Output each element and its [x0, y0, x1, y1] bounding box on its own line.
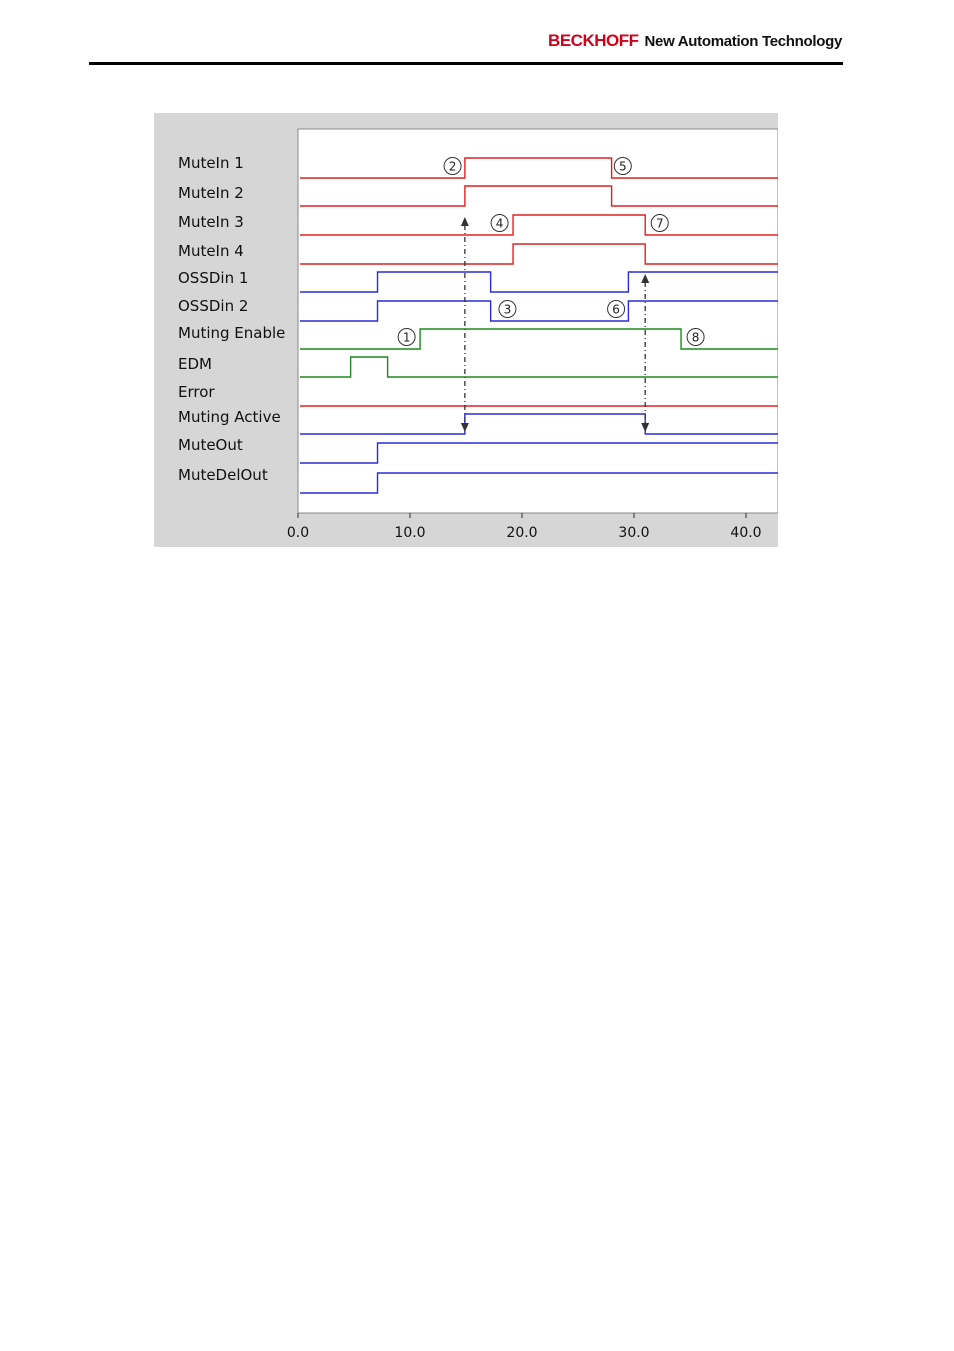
marker-number: 3: [503, 302, 512, 317]
signal-label-muting-enable: Muting Enable: [178, 324, 286, 342]
axis-tick-label: 30.0: [618, 525, 650, 541]
signal-label-ossdin-1: OSSDin 1: [178, 269, 249, 287]
header-rule: [89, 62, 843, 65]
event-marker-4: [491, 215, 508, 232]
marker-number: 8: [691, 330, 700, 345]
signal-label-mutein-2: MuteIn 2: [178, 184, 244, 202]
marker-number: 6: [612, 302, 620, 317]
signal-label-error: Error: [178, 383, 215, 401]
signal-label-ossdin-2: OSSDin 2: [178, 297, 249, 315]
timing-diagram-panel: [154, 113, 778, 547]
event-marker-6: [608, 301, 625, 318]
time-axis: [287, 513, 762, 541]
brand-tagline: New Automation Technology: [644, 33, 842, 50]
event-marker-5: [614, 158, 631, 175]
signal-label-mutein-4: MuteIn 4: [178, 242, 244, 260]
event-marker-2: [444, 158, 461, 175]
marker-number: 5: [618, 159, 627, 174]
page-header: [0, 0, 954, 70]
signal-label-muteout: MuteOut: [178, 436, 243, 454]
event-marker-3: [499, 301, 516, 318]
axis-tick-label: 20.0: [506, 525, 538, 541]
brand: [548, 31, 842, 51]
signal-label-muting-active: Muting Active: [178, 408, 281, 426]
axis-tick-label: 0.0: [286, 525, 310, 541]
marker-number: 2: [448, 159, 457, 174]
signal-labels: [178, 154, 285, 484]
event-marker-1: [398, 329, 415, 346]
marker-number: 7: [655, 216, 664, 231]
event-marker-8: [687, 329, 704, 346]
marker-number: 1: [402, 330, 411, 345]
signal-label-mutein-3: MuteIn 3: [178, 213, 244, 231]
event-marker-7: [651, 215, 668, 232]
signal-label-mutein-1: MuteIn 1: [178, 154, 244, 172]
beckhoff-logo: BECKHOFF: [548, 31, 639, 50]
timing-diagram: [154, 113, 778, 547]
signal-label-edm: EDM: [178, 355, 212, 373]
axis-tick-label: 40.0: [730, 525, 762, 541]
marker-number: 4: [495, 216, 504, 231]
signal-label-mutedelout: MuteDelOut: [178, 466, 268, 484]
axis-tick-label: 10.0: [394, 525, 426, 541]
